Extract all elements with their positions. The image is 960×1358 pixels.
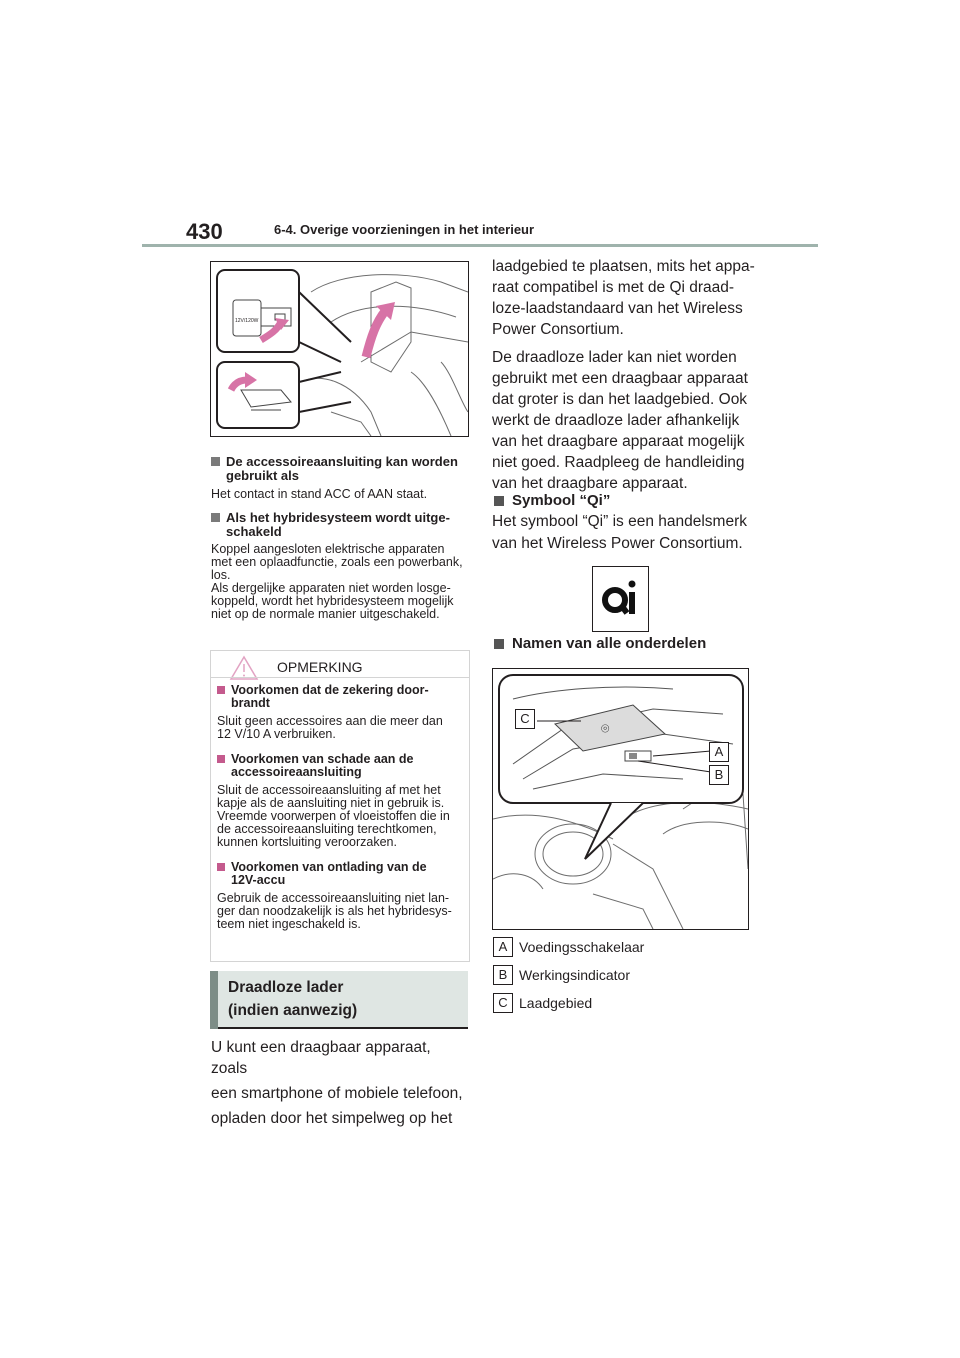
section-heading-wireless-charger: Draadloze lader (indien aanwezig) [210, 971, 468, 1029]
wireless-description: laadgebied te plaatsen, mits het appa- raat compatibel is met de Qi draad- loze-laadstandaard van het Wireless Power Consortium. De draadloze lader kan niet worden gebruikt met een draagbaar apparaat dat groter is dan het laadgebied. Ook werkt de draadloze lader afhankelijk van het draagbare apparaat mogelijk niet goed. Raadpleeg de handleiding van het draagbare apparaat. [492, 258, 755, 492]
section-title: 6-4. Overige voorzieningen in het interieur [274, 222, 535, 237]
notice-text: Sluit geen accessoires aan die meer dan 12 V/10 A verbruiken. [217, 714, 443, 741]
note-text: Koppel aangesloten elektrische apparaten met een oplaadfunctie, zoals een powerbank, los. Als dergelijke apparaten niet worden losge- koppeld, wordt het hybridesysteem mogelijk niet op de normale manier uitgeschakeld. [211, 542, 463, 621]
callout-c: C [515, 709, 535, 729]
legend-item: C Laadgebied [493, 993, 644, 1013]
qi-symbol-icon [593, 567, 648, 631]
notice-title: OPMERKING [277, 659, 363, 675]
square-bullet-icon [494, 639, 504, 649]
armrest-arrow-icon [366, 310, 386, 357]
qi-heading: Symbool “Qi” [494, 492, 610, 509]
legend-item: A Voedingsschakelaar [493, 937, 644, 957]
left-notes [211, 455, 469, 621]
qi-description: Het symbool “Qi” is een handelsmerk van het Wireless Power Consortium. [492, 513, 747, 552]
notice-heading: Voorkomen van schade aan de accessoireaansluiting [217, 753, 463, 779]
square-bullet-icon [217, 755, 225, 763]
note-text: Het contact in stand ACC of AAN staat. [211, 487, 428, 501]
square-bullet-icon [211, 513, 220, 522]
callout-b: B [709, 765, 729, 785]
console-drawing [211, 262, 468, 436]
svg-text:⌾: ⌾ [601, 720, 610, 736]
parts-legend [493, 937, 644, 1013]
callout-a: A [709, 742, 729, 762]
square-bullet-icon [494, 496, 504, 506]
wireless-intro: U kunt een draagbaar apparaat, zoals een smartphone of mobiele telefoon, opladen door het simpelweg op het [211, 1039, 463, 1127]
notice-heading: Voorkomen dat de zekering door- brandt [217, 684, 463, 710]
header-rule [142, 244, 818, 247]
square-bullet-icon [211, 457, 220, 466]
notice-text: Gebruik de accessoireaansluiting niet lan- ger dan noodzakelijk is als het hybridesys- teem niet ingeschakeld is. [217, 891, 452, 931]
notice-heading: Voorkomen van ontlading van de 12V-accu [217, 861, 463, 887]
parts-heading: Namen van alle onderdelen [494, 635, 706, 652]
qi-logo [592, 566, 649, 632]
note-heading: De accessoireaansluiting kan worden gebruikt als [211, 455, 469, 483]
square-bullet-icon [217, 863, 225, 871]
note-heading: Als het hybridesysteem wordt uitge- schakeld [211, 511, 469, 539]
notice-box [210, 650, 470, 962]
legend-item: B Werkingsindicator [493, 965, 644, 985]
interior-drawing [493, 669, 748, 929]
square-bullet-icon [217, 686, 225, 694]
accessory-socket-illustration [210, 261, 469, 437]
wireless-charger-illustration [492, 668, 749, 930]
notice-text: Sluit de accessoireaansluiting af met het kapje als de aansluiting niet in gebruik is. Vreemde voorwerpen of vloeistoffen die in de accessoireaansluiting terechtkomen, kunnen kortsluiting veroorzaken. [217, 783, 450, 849]
page-number: 430 [186, 219, 223, 244]
socket-label: 12V/120W [235, 318, 259, 324]
